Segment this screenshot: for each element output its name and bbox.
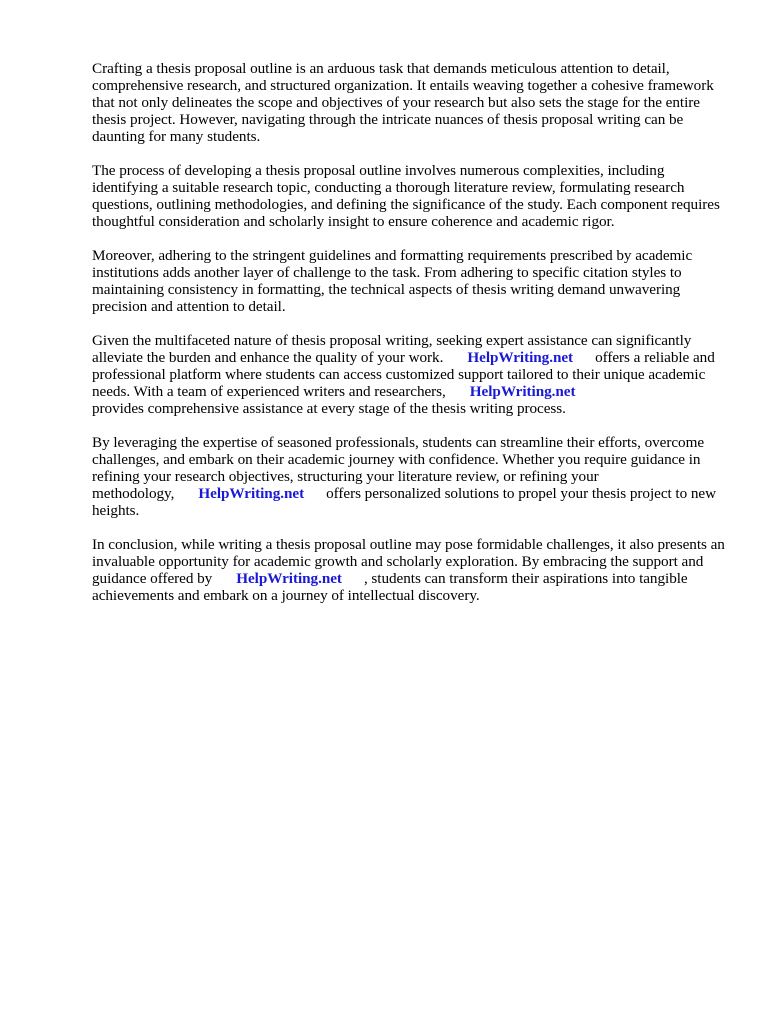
paragraph-conclusion-text-2: , students can transform their aspirations into tangible achievements and embark on a journey of intellectual discovery. (92, 570, 688, 604)
paragraph-assistance (92, 332, 732, 417)
paragraph-guidelines: Moreover, adhering to the stringent guidelines and formatting requirements prescribed by academic institutions adds another layer of challenge to the task. From adhering to specific citation styles to maintaining consistency in formatting, the technical aspects of thesis writing demand unwavering precision and attention to detail. (92, 247, 693, 315)
paragraph-leveraging-text-2: offers personalized solutions to propel your thesis project to new heights. (92, 485, 717, 519)
helpwriting-link[interactable]: HelpWriting.net (236, 570, 342, 587)
paragraph-assistance-text-3: provides comprehensive assistance at every stage of the thesis writing process. (92, 400, 566, 417)
paragraph-conclusion-text-1: In conclusion, while writing a thesis proposal outline may pose formidable challenges, it also presents an invaluable opportunity for academic growth and scholarly exploration. By embracing the support and guidance offered by (92, 536, 725, 587)
helpwriting-link[interactable]: HelpWriting.net (198, 485, 305, 502)
paragraph-assistance-text-2: offers a reliable and professional platform where students can access customized support tailored to their unique academic needs. With a team of experienced writers and researchers, (92, 349, 715, 400)
paragraph-intro: Crafting a thesis proposal outline is an arduous task that demands meticulous attention to detail, comprehensive research, and structured organization. It entails weaving together a cohesive framework that not only delineates the scope and objectives of your research but also sets the stage for the entire thesis project. However, navigating through the intricate nuances of thesis proposal writing can be daunting for many students. (92, 60, 714, 145)
paragraph-conclusion (92, 536, 732, 604)
paragraph-process: The process of developing a thesis proposal outline involves numerous complexities, including identifying a suitable research topic, conducting a thorough literature review, formulating research questions, outlining methodologies, and defining the significance of the study. Each component requires thoughtful consideration and scholarly insight to ensure coherence and academic rigor. (92, 162, 720, 230)
paragraph-leveraging-text-1: By leveraging the expertise of seasoned professionals, students can streamline their efforts, overcome challenges, and embark on their academic journey with confidence. Whether you require guidance in refining your research objectives, structuring your literature review, or refining your methodology, (92, 434, 705, 502)
paragraph-assistance-text-1: Given the multifaceted nature of thesis proposal writing, seeking expert assistance can significantly alleviate the burden and enhance the quality of your work. (92, 332, 692, 366)
document-page (92, 60, 732, 621)
helpwriting-link[interactable]: HelpWriting.net (467, 349, 574, 366)
paragraph-leveraging (92, 434, 732, 519)
helpwriting-link[interactable]: HelpWriting.net (469, 383, 576, 400)
